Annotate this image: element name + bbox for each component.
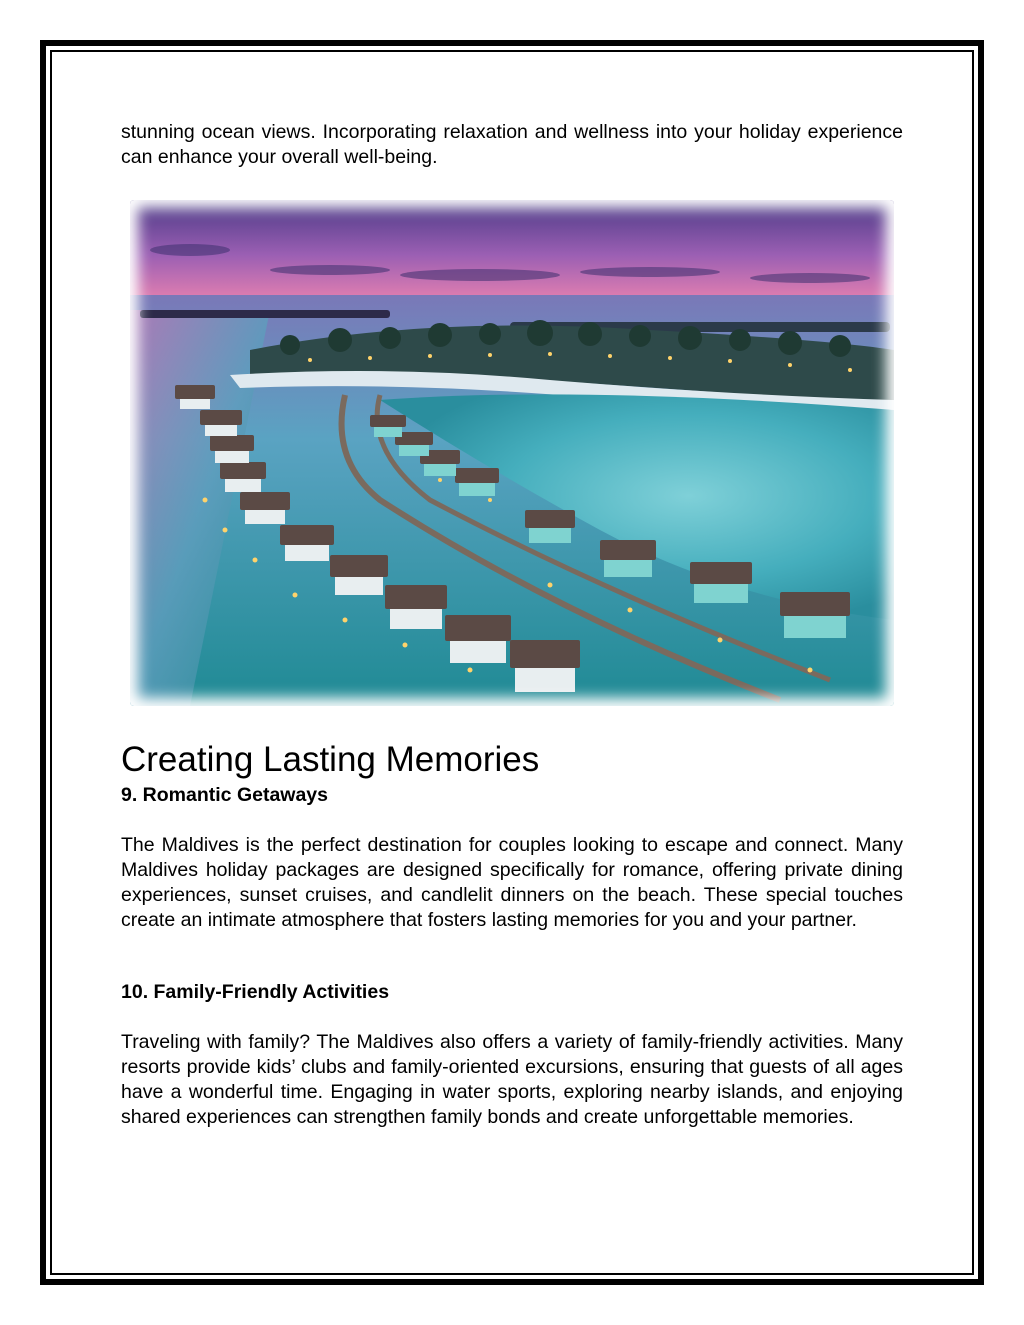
romantic-getaways-section (121, 783, 903, 933)
family-activities-paragraph: Traveling with family? The Maldives also offers a variety of family-friendly activities. Many resorts provide kids’ clubs and family-oriented excursions, ensuring that guests of all ages have a wonderful time. Engaging in water sports, exploring nearby islands, and enjoying shared experiences can strengthen family bonds and create unforgettable memories. (121, 1031, 903, 1128)
intro-paragraph: stunning ocean views. Incorporating relaxation and wellness into your holiday experience can enhance your overall well-being. (121, 121, 903, 168)
section-title: Creating Lasting Memories (121, 740, 540, 779)
romantic-getaways-paragraph: The Maldives is the perfect destination for couples looking to escape and connect. Many Maldives holiday packages are designed specifically for romance, offering private dining experiences, sunset cruises, and candlelit dinners on the beach. These special touches create an intimate atmosphere that fosters lasting memories for you and your partner. (121, 834, 903, 931)
family-activities-heading: 10. Family-Friendly Activities (121, 981, 390, 1003)
resort-photo (130, 200, 894, 706)
family-activities-section (121, 980, 903, 1130)
intro-block (121, 120, 903, 170)
maldives-overwater-villas-photo-icon (130, 200, 894, 706)
romantic-getaways-heading: 9. Romantic Getaways (121, 784, 328, 806)
